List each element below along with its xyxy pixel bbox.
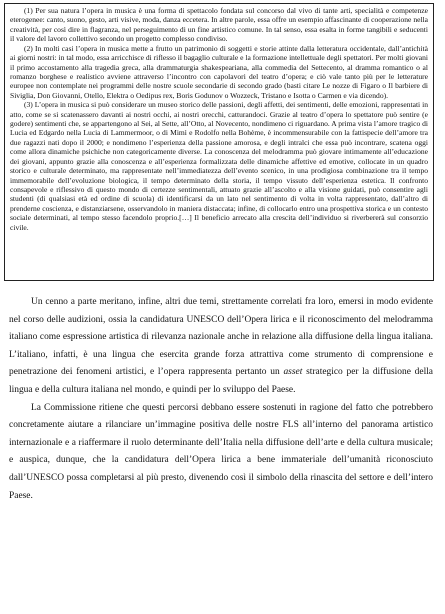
body-paragraph-1: [9, 294, 433, 400]
body-paragraph-1-italic: asset: [283, 367, 303, 378]
body-paragraph-1-text-b: strategico per la diffusione della lingua e della cultura italiana nel mondo, e quindi per lo sviluppo del Paese.: [9, 367, 433, 395]
body-paragraph-2: La Commissione ritiene che questi percorsi debbano essere sostenuti in ragione del fatto che potrebbero concretamente aiutare a rilanciare un’immagine positiva delle nostre FLS all’interno del panorama artistico internazionale e a riaffermare il ruolo determinante dell’Italia nella diffusione dell’arte e della cultura musicale; e auspica, dunque, che la candidatura dell’Opera lirica a bene immateriale dell’umanità riconosciuto dall’UNESCO possa completarsi al più presto, divenendo così il simbolo della rinascita del settore e dell’intero Paese.: [9, 402, 433, 501]
quote-paragraph-2: (2) In molti casi l’opera in musica mette a frutto un patrimonio di soggetti e storie attinte dalla letteratura occidentale, dall’antichità ai giorni nostri: in tal modo, essa arricchisce di riflesso il bagaglio culturale e la formazione intellettuale degli spettatori. Per molti giovani il primo accostamento alla tragedia greca, alla drammaturgia shakespeariana, alla commedia del Settecento, al dramma romantico o al romanzo borghese e realistico avviene attraverso l’incontro con capolavori del teatro d’opera; e ciò vale tanto più per le letterature europee non contemplate nei programmi delle nostre scuole secondarie di secondo grado (basti citare Le nozze di Figaro o Il barbiere di Siviglia, Don Giovanni, Otello, Elektra o Oedipus rex, Boris Godunov o Wozzeck, Tristano e Isotta o Carmen e via dicendo).: [10, 43, 428, 100]
body-text: [9, 294, 433, 505]
quote-box: [4, 3, 434, 281]
quote-paragraph-1: (1) Per sua natura l’opera in musica è una forma di spettacolo fondata sul concorso dal vivo di tante arti, specialità e competenze eterogenee: canto, suono, gesto, arti visive, moda, danza eccetera. In altre parole, essa offre un esempio affascinante di cooperazione nella creatività, per così dire in flagranza, nel perseguimento di un fine artistico comune. In tal senso, essa esalta in forme tangibili e seducenti il valore del lavoro collettivo secondo un progetto complesso condiviso.: [10, 6, 428, 44]
body-paragraph-1-text-a: Un cenno a parte meritano, infine, altri due temi, strettamente correlati fra loro, emersi in modo evidente nel corso delle audizioni, ossia la candidatura UNESCO dell’Opera lirica e il riconoscimento del melodramma italiano come espressione artistica di rilevanza nazionale anche in relazione alla diffusione della lingua italiana. L’italiano, infatti, è una lingua che esercita grande forza attrattiva come strumento di comprensione e penetrazione dei fenomeni artistici, e l’opera rappresenta pertanto un: [9, 297, 433, 378]
quote-paragraph-3: (3) L’opera in musica si può considerare un museo storico delle passioni, degli affetti, dei sentimenti, delle emozioni, rappresentati in atto, come se si scatenassero davanti ai nostri occhi, ai nostri orecchi, catturandoci. Grazie al teatro d’opera lo spettatore può sentire (e godere) sentimenti che, se appartengono al Sei, al Sette, all’Otto, al Novecento, nondimeno ci riguardano. A prima vista l’amore tragico di Lucia ed Edgardo nella Lucia di Lammermoor, o di Mimì e Rodolfo nella Bohème, è incommensurabile con la fattispecie dell’amore tra due ragazzi nati dopo il 2000; e nondimeno l’esperienza della passione amorosa, e degli intralci che essa può incontrare, scatena oggi come allora dinamiche psichiche non categoricamente diverse. La conoscenza del melodramma può giovare intimamente all’educazione dei giovani, appunto grazie alla conoscenza e all’esperienza formalizzata delle dinamiche affettive ed emotive, collocate in un quadro storico e culturale determinato, ma rappresentate nell’immediatezza dell’evento scenico, in una prodigiosa combinazione tra il tempo immemorabile dell’evoluzione biologica, il tempo determinato della storia, il tempo vissuto dell’esperienza estetica. Il confronto consapevole e riflessivo di questo mondo di certezze sentimentali, attuato grazie all’ascolto e alla visione guidati, può consentire agli studenti (di qualsiasi età ed ordine di scuola) di identificarsi da un lato nel sentimento di volta in volta rappresentato, dall’altro di prenderne coscienza, e distanziarsene, osservandolo in maniera distaccata; infine, di collocarlo entro una prospettiva storica e un contesto sociale determinati, al tempo stesso facendolo proprio.[…] Il beneficio arrecato alla crescita dell’individuo si riverbererà sul consorzio civile.: [10, 100, 428, 232]
